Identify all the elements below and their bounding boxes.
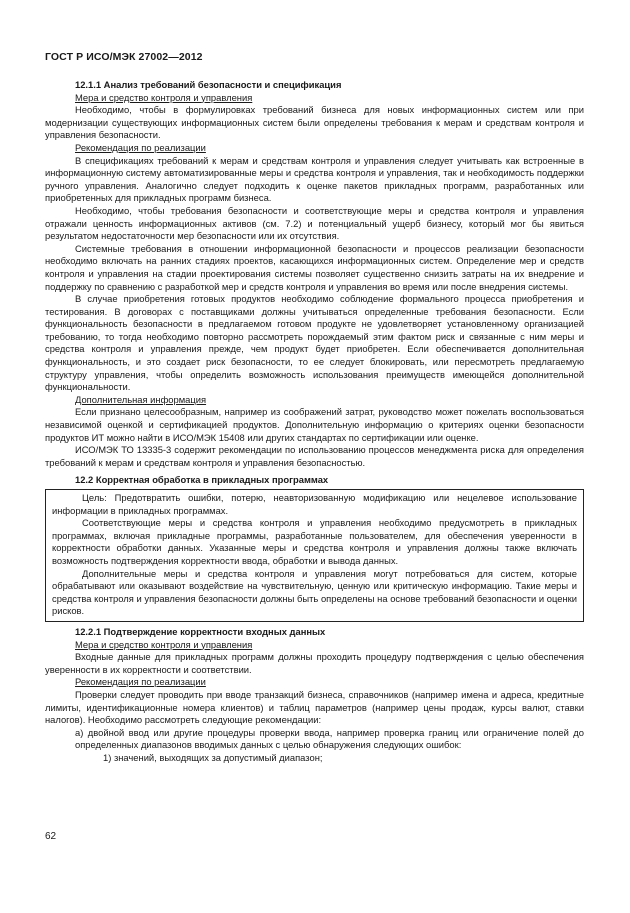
section-title-12-2: 12.2 Корректная обработка в прикладных программах <box>75 474 329 486</box>
paragraph: Необходимо, чтобы требования безопасности и соответствующие меры и средства контроля и управления отражали ценность информационных активов (см. 7.2) и потенциальный ущерб бизнесу, который мог бы явиться результатом недостаточности мер безопасности или их отсутствия. <box>45 204 584 242</box>
paragraph: Соответствующие меры и средства контроля и управления необходимо предусмотреть в прикладных программах, включая прикладные программы, разработанные пользователем, для обеспечения уверенности в корректности обработки данных. Указанные меры и средства контроля и управления должны также включать возможность подтверждения корректности ввода, обработки и вывода данных. <box>52 517 577 566</box>
list-subitem: 1) значений, выходящих за допустимый диапазон; <box>103 751 323 763</box>
objective-box <box>45 489 584 622</box>
paragraph: Необходимо, чтобы в формулировках требований бизнеса для новых информационных систем или при модернизации существующих информационных систем были определены требования к мерам и средствам контроля и управления безопасности. <box>45 104 584 141</box>
paragraph: В случае приобретения готовых продуктов необходимо соблюдение формального процесса приобретения и тестирования. В договорах с поставщиками должны учитываться определенные требования безопасности. Если функциональность безопасности в предлагаемом готовом продукте не удовлетворяет установленному организацией требованию, то тогда необходимо повторно рассмотреть порождаемый этим фактом риск и связанные с ним меры и средства контроля и управления прежде, чем продукт будет приобретен. Если обеспечивается дополнительная функциональность, и это создает риск безопасности, то ее следует блокировать, или пересмотреть предлагаемую структуру управления, чтобы определить возможность использования преимуществ имеющейся дополнительной функциональности. <box>45 293 584 393</box>
paragraph: ИСО/МЭК ТО 13335-3 содержит рекомендации по использованию процессов менеджмента риска для определения требований к мерам и средствам контроля и управления безопасностью. <box>45 444 584 468</box>
paragraph: Дополнительные меры и средства контроля и управления могут потребоваться для систем, которые обрабатывают или оказывают воздействие на чувствительную, ценную или критическую информацию. Такие меры и средства контроля и управления безопасности должны быть определены на основе требований безопасности и оценки рисков. <box>52 567 577 617</box>
standard-header: ГОСТ Р ИСО/МЭК 27002—2012 <box>45 51 203 63</box>
paragraph: Проверки следует проводить при вводе транзакций бизнеса, справочников (например имена и адреса, кредитные лимиты, идентификационные номера клиентов) и таблиц параметров (например цены продаж, курсы валют, ставки налогов). Необходимо рассмотреть следующие рекомендации: <box>45 688 584 726</box>
objective-text: Цель: Предотвратить ошибки, потерю, неавторизованную модификацию или нецелевое использование информации в прикладных программах. <box>52 492 577 516</box>
section-title-12-2-1: 12.2.1 Подтверждение корректности входных данных <box>75 625 326 637</box>
measure-heading: Мера и средство контроля и управления <box>75 638 253 650</box>
implementation-heading: Рекомендация по реализации <box>75 676 206 688</box>
list-item: а) двойной ввод или другие процедуры проверки ввода, например проверка границ или ограничение полей до определенных диапазонов вводимых данных с целью обнаружения следующих ошибок: <box>75 726 584 751</box>
additional-info-heading: Дополнительная информация <box>75 393 207 405</box>
implementation-heading: Рекомендация по реализации <box>75 141 206 153</box>
paragraph: Входные данные для прикладных программ должны проходить процедуру подтверждения с целью обеспечения уверенности в их корректности и соответствии. <box>45 651 584 675</box>
paragraph: Системные требования в отношении информационной безопасности и процессов реализации безопасности необходимо включать на ранних стадиях проектов, касающихся информационных систем. Определение мер и средств контроля и управления на стадии проектирования системы позволяет существенно снизить затраты на их внедрение и поддержку по сравнению с разработкой мер и средств контроля и управления во время или после внедрения системы. <box>45 242 584 292</box>
section-title-12-1-1: 12.1.1 Анализ требований безопасности и спецификация <box>75 79 342 90</box>
measure-heading: Мера и средство контроля и управления <box>75 91 253 103</box>
paragraph: Если признано целесообразным, например из соображений затрат, руководство может пожелать воспользоваться независимой оценкой и сертификацией продуктов. Дополнительную информацию о критериях оценки безопасности продуктов ИТ можно найти в ИСО/МЭК 15408 или других стандартах по сертификации или оценке. <box>45 406 584 443</box>
page-number: 62 <box>45 831 57 842</box>
paragraph: В спецификациях требований к мерам и средствам контроля и управления следует учитывать как встроенные в информационную систему автоматизированные меры и средства контроля и управления, так и необходимость поддержки ручного управления. Аналогично следует подходить к оценке пакетов прикладных программ, разработанных или приобретенных для прикладных программ бизнеса. <box>45 154 584 204</box>
document-body <box>45 79 584 764</box>
